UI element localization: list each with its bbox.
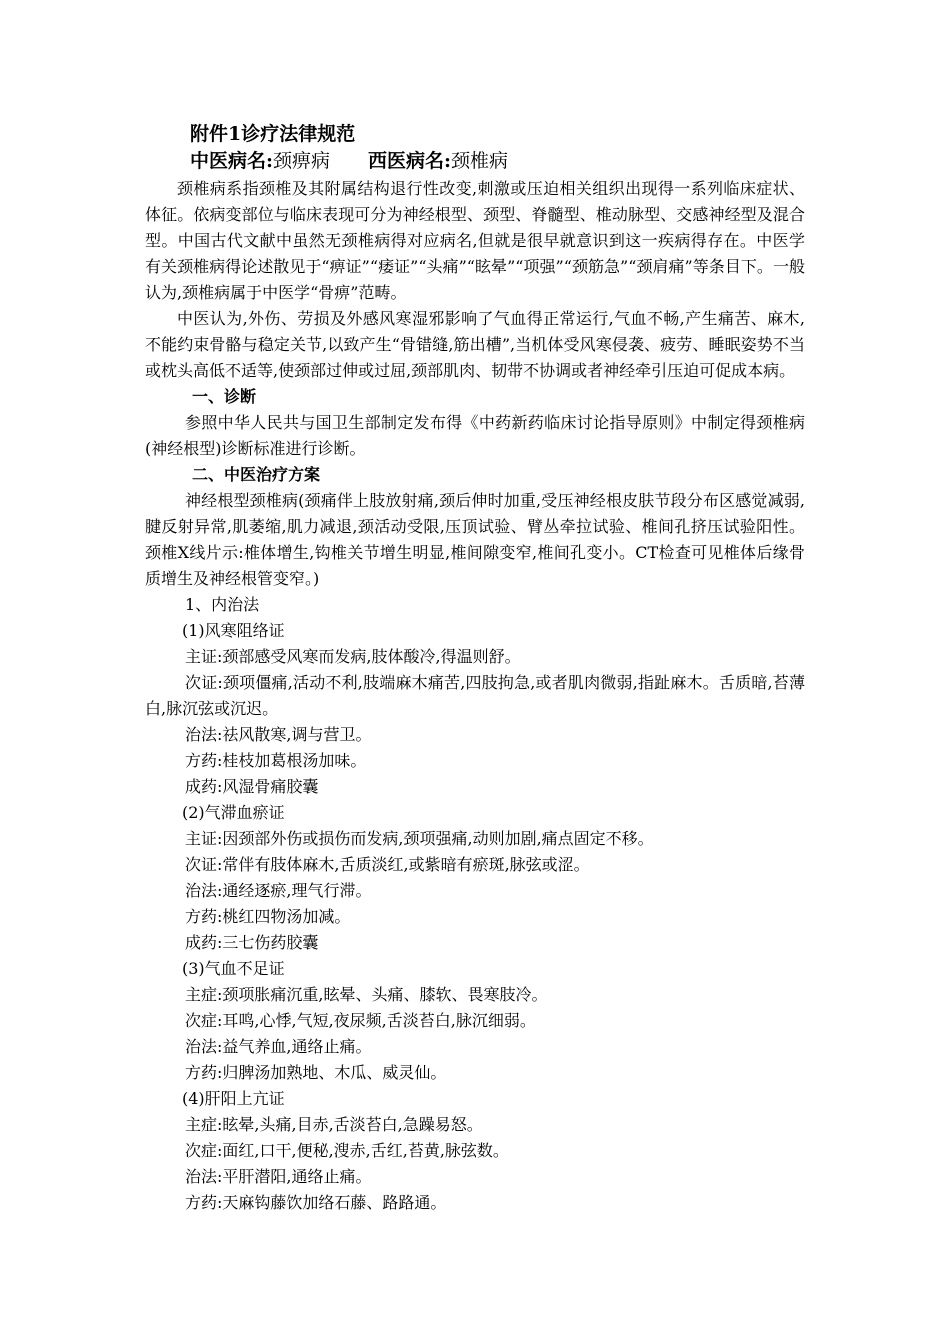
- intro-paragraph: 颈椎病系指颈椎及其附属结构退行性改变,刺激或压迫相关组织出现得一系列临床症状、体征。依病变部位与临床表现可分为神经根型、颈型、脊髓型、椎动脉型、交感神经型及混合型。中国古代文献中虽然无颈椎病得对应病名,但就是很早就意识到这一疾病得存在。中医学有关颈椎病得论述散见于“痹证”“痿证”“头痛”“眩晕”“项强”“颈筋急”“颈肩痛”等条目下。一般认为,颈椎病属于中医学“骨痹”范畴。: [145, 179, 805, 302]
- subsection-internal: 1、内治法: [185, 595, 260, 614]
- syndrome-heading: (1)风寒阻络证: [182, 621, 285, 640]
- syndrome-main: 主症:眩晕,头痛,目赤,舌淡苔白,急躁易怒。: [185, 1115, 483, 1134]
- syndrome-formula: 方药:桃红四物汤加减。: [185, 907, 351, 926]
- syndrome-method: 治法:祛风散寒,调与营卫。: [185, 725, 372, 744]
- syndrome-formula: 方药:桂枝加葛根汤加味。: [185, 751, 367, 770]
- wm-name-label: 西医病名:: [368, 150, 452, 172]
- syndrome-heading: (2)气滞血瘀证: [182, 803, 285, 822]
- diagnosis-paragraph: 参照中华人民共与国卫生部制定发布得《中药新药临床讨论指导原则》中制定得颈椎病(神经根型)诊断标准进行诊断。: [145, 413, 805, 458]
- syndrome-secondary: 次症:耳鸣,心悸,气短,夜尿频,舌淡苔白,脉沉细弱。: [185, 1011, 536, 1030]
- syndrome-patent: 成药:风湿骨痛胶囊: [185, 777, 319, 796]
- syndrome-method: 治法:平肝潜阳,通络止痛。: [185, 1167, 372, 1186]
- etiology-paragraph: 中医认为,外伤、劳损及外感风寒湿邪影响了气血得正常运行,气血不畅,产生痛苦、麻木,不能约束骨骼与稳定关节,以致产生“骨错缝,筋出槽”,当机体受风寒侵袭、疲劳、睡眠姿势不当或枕头高低不适等,使颈部过伸或过屈,颈部肌肉、韧带不协调或者神经牵引压迫可促成本病。: [145, 309, 805, 380]
- wm-name-value: 颈椎病: [451, 150, 509, 172]
- section-heading-treatment: 二、中医治疗方案: [192, 465, 321, 484]
- tcm-name-value: 颈痹病: [273, 150, 331, 172]
- syndrome-main: 主症:颈项胀痛沉重,眩晕、头痛、膝软、畏寒肢冷。: [185, 985, 548, 1004]
- syndrome-secondary: 次症:面红,口干,便秘,溲赤,舌红,苔黄,脉弦数。: [185, 1141, 509, 1160]
- section-heading-diagnosis: 一、诊断: [192, 387, 257, 406]
- syndrome-secondary: 次证:颈项僵痛,活动不利,肢端麻木痛苦,四肢拘急,或者肌肉微弱,指趾麻木。舌质暗,苔薄白,脉沉弦或沉迟。: [145, 673, 805, 718]
- syndrome-heading: (3)气血不足证: [182, 959, 285, 978]
- syndrome-method: 治法:通经逐瘀,理气行滞。: [185, 881, 372, 900]
- syndrome-heading: (4)肝阳上亢证: [182, 1089, 285, 1108]
- document-title: 附件1诊疗法律规范: [190, 123, 356, 145]
- syndrome-main: 主证:颈部感受风寒而发病,肢体酸冷,得温则舒。: [185, 647, 521, 666]
- syndrome-method: 治法:益气养血,通络止痛。: [185, 1037, 372, 1056]
- disease-names: [190, 148, 508, 174]
- treatment-paragraph: 神经根型颈椎病(颈痛伴上肢放射痛,颈后伸时加重,受压神经根皮肤节段分布区感觉减弱,腱反射异常,肌萎缩,肌力减退,颈活动受限,压顶试验、臂丛牵拉试验、椎间孔挤压试验阳性。颈椎X线片示:椎体增生,钩椎关节增生明显,椎间隙变窄,椎间孔变小。CT检查可见椎体后缘骨质增生及神经根管变窄。): [145, 491, 805, 588]
- document-body: [145, 176, 805, 1216]
- syndrome-patent: 成药:三七伤药胶囊: [185, 933, 319, 952]
- syndrome-main: 主证:因颈部外伤或损伤而发病,颈项强痛,动则加剧,痛点固定不移。: [185, 829, 654, 848]
- syndrome-formula: 方药:天麻钩藤饮加络石藤、路路通。: [185, 1193, 447, 1212]
- syndrome-formula: 方药:归脾汤加熟地、木瓜、威灵仙。: [185, 1063, 447, 1082]
- tcm-name-label: 中医病名:: [190, 150, 274, 172]
- syndrome-secondary: 次证:常伴有肢体麻木,舌质淡红,或紫暗有瘀斑,脉弦或涩。: [185, 855, 590, 874]
